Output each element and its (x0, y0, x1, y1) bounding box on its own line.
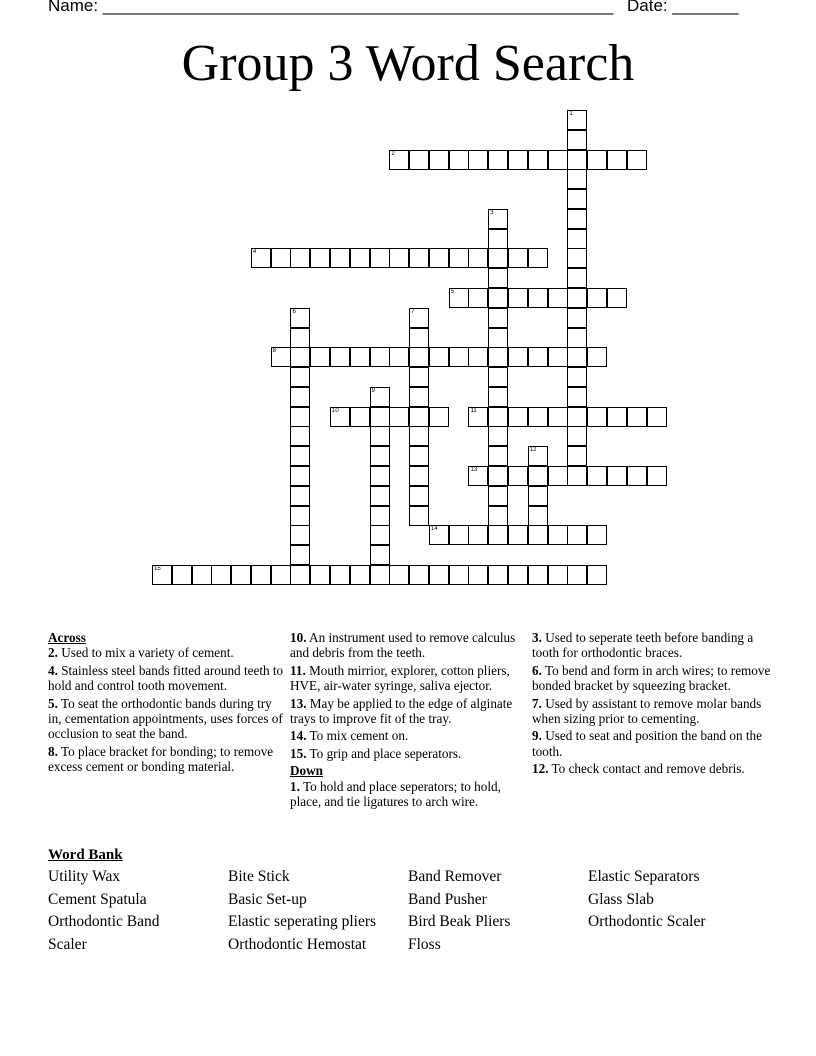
crossword-cell (587, 150, 607, 170)
crossword-cell (508, 407, 528, 427)
clue-item-number: 15. (290, 745, 307, 761)
crossword-cell (409, 387, 429, 407)
clue-item (290, 728, 526, 743)
crossword-cell (607, 150, 627, 170)
crossword-cell (290, 565, 310, 585)
clue-item-number: 11. (290, 662, 306, 678)
clue-item-text: Used to mix a variety of cement. (57, 645, 234, 661)
clue-number: 13 (470, 467, 478, 474)
page-title: Group 3 Word Search (181, 35, 635, 92)
crossword-cell (370, 446, 390, 466)
crossword-cell (271, 565, 291, 585)
word-bank-heading: Word Bank (48, 847, 123, 863)
crossword-cell (647, 466, 667, 486)
clue-item-number: 1. (290, 778, 300, 794)
crossword-cell (627, 150, 647, 170)
clue-column-2 (290, 630, 526, 811)
crossword-cell (290, 248, 310, 268)
clue-item-text: Used by assistant to remove molar bands when sizing prior to cementing. (532, 695, 762, 727)
clue-item (290, 696, 526, 727)
clue-item-number: 13. (290, 695, 307, 711)
crossword-cell (290, 387, 310, 407)
crossword-cell (548, 407, 568, 427)
crossword-cell (409, 466, 429, 486)
crossword-cell (567, 150, 587, 170)
clue-item-text: To bend and form in arch wires; to remove bonded bracket by squeezing bracket. (532, 662, 771, 694)
crossword-cell (290, 328, 310, 348)
crossword-cell (567, 189, 587, 209)
crossword-cell (567, 288, 587, 308)
clue-item (290, 746, 526, 761)
crossword-cell (409, 367, 429, 387)
crossword-cell (528, 565, 548, 585)
clue-item-text: To place bracket for bonding; to remove excess cement or bonding material. (48, 743, 274, 775)
crossword-cell (508, 150, 528, 170)
crossword-cell (330, 565, 350, 585)
clue-section-heading: Across (48, 630, 86, 645)
crossword-cell (567, 565, 587, 585)
word-bank-item: Cement Spatula (48, 890, 147, 908)
clue-item-number: 5. (48, 695, 58, 711)
crossword-cell (409, 150, 429, 170)
crossword-cell (587, 347, 607, 367)
crossword-cell (370, 545, 390, 565)
crossword-cell (468, 525, 488, 545)
crossword-cell (488, 268, 508, 288)
clue-item (532, 663, 772, 694)
crossword-cell (488, 565, 508, 585)
crossword-cell (409, 407, 429, 427)
clue-number: 5 (450, 289, 455, 296)
crossword-cell (488, 288, 508, 308)
crossword-cell (607, 466, 627, 486)
crossword-cell (409, 347, 429, 367)
crossword-cell (389, 347, 409, 367)
crossword-cell (350, 565, 370, 585)
crossword-cell (528, 466, 548, 486)
clue-item-text: To hold and place seperators; to hold, place, and tie ligatures to arch wire. (290, 778, 501, 810)
crossword-cell (508, 565, 528, 585)
crossword-cell (449, 565, 469, 585)
word-bank-item: Glass Slab (588, 890, 654, 908)
crossword-cell (567, 209, 587, 229)
crossword-cell (488, 367, 508, 387)
crossword-cell (370, 525, 390, 545)
crossword-cell (389, 407, 409, 427)
crossword-cell (488, 446, 508, 466)
crossword-cell (330, 248, 350, 268)
crossword-cell (567, 268, 587, 288)
crossword-cell (370, 506, 390, 526)
clue-item-number: 2. (48, 645, 58, 661)
crossword-cell (290, 466, 310, 486)
clue-item-number: 14. (290, 728, 307, 744)
clue-item-text: Mouth mirrior, explorer, cotton pliers, HVE, air-water syringe, saliva ejector. (290, 662, 510, 694)
crossword-cell (567, 446, 587, 466)
clue-item-number: 10. (290, 630, 307, 645)
crossword-cell (290, 545, 310, 565)
word-bank-item: Elastic Separators (588, 868, 700, 885)
crossword-cell (370, 248, 390, 268)
crossword-cell (548, 466, 568, 486)
crossword-cell (508, 347, 528, 367)
clue-number: 1 (569, 111, 573, 117)
word-bank-item: Bird Beak Pliers (408, 913, 511, 930)
clue-item (532, 696, 772, 727)
clue-item (532, 630, 772, 661)
crossword-cell (528, 150, 548, 170)
crossword-cell (567, 347, 587, 367)
crossword-cell (468, 150, 488, 170)
clue-item-number: 7. (532, 695, 542, 711)
crossword-cell (409, 426, 429, 446)
crossword-cell (508, 248, 528, 268)
crossword-cell (350, 248, 370, 268)
crossword-cell (567, 387, 587, 407)
crossword-cell (587, 466, 607, 486)
clue-section-heading: Down (290, 763, 323, 779)
crossword-cell (449, 347, 469, 367)
crossword-cell (409, 328, 429, 348)
crossword-cell (567, 525, 587, 545)
clue-number: 8 (272, 348, 277, 355)
crossword-cell (370, 466, 390, 486)
crossword-cell (488, 426, 508, 446)
word-bank-item: Elastic seperating pliers (228, 913, 377, 930)
word-bank-item: Orthodontic Hemostat (228, 935, 367, 953)
crossword-cell (488, 525, 508, 545)
clue-item-text: Stainless steel bands fitted around teeth to hold and control tooth movement. (48, 662, 284, 694)
crossword-cell (627, 407, 647, 427)
crossword-cell (429, 565, 449, 585)
word-bank-item: Band Remover (408, 868, 502, 885)
crossword-cell (409, 248, 429, 268)
crossword-cell (528, 248, 548, 268)
clue-item-number: 8. (48, 743, 58, 759)
crossword-cell (488, 248, 508, 268)
crossword-cell (488, 407, 508, 427)
crossword-cell (409, 486, 429, 506)
crossword-cell (488, 328, 508, 348)
clue-item (532, 728, 772, 759)
name-field-label: Name: ______________________________________________________ (48, 0, 614, 15)
clue-item (48, 645, 284, 660)
clue-item-text: To seat the orthodontic bands during try in, cementation appointments, uses forces of occlusion to seat the band. (48, 695, 283, 742)
crossword-cell (587, 525, 607, 545)
word-bank-item: Orthodontic Band (48, 913, 160, 930)
crossword-cell (370, 407, 390, 427)
clue-item-text: May be applied to the edge of alginate trays to improve fit of the tray. (290, 695, 513, 727)
clue-item-text: Used to seat and position the band on the tooth. (532, 728, 763, 759)
clue-item (290, 779, 526, 810)
clue-number: 9 (371, 387, 375, 394)
crossword-cell (488, 229, 508, 249)
crossword-cell (449, 525, 469, 545)
crossword-cell (567, 169, 587, 189)
crossword-cell (508, 288, 528, 308)
crossword-cell (449, 150, 469, 170)
crossword-cell (290, 506, 310, 526)
clue-item (532, 761, 772, 776)
crossword-cell (310, 347, 330, 367)
clue-item-text: Used to seperate teeth before banding a tooth for orthodontic braces. (532, 630, 754, 661)
crossword-cell (528, 486, 548, 506)
crossword-cell (567, 426, 587, 446)
crossword-cell (607, 288, 627, 308)
crossword-cell (172, 565, 192, 585)
clue-item (48, 744, 284, 775)
crossword-cell (587, 288, 607, 308)
crossword-cell (310, 565, 330, 585)
word-bank-item: Floss (408, 935, 441, 953)
clue-number: 14 (430, 526, 438, 533)
crossword-cell (488, 466, 508, 486)
crossword-cell (468, 288, 488, 308)
crossword-cell (488, 486, 508, 506)
crossword-cell (488, 308, 508, 328)
crossword-cell (211, 565, 231, 585)
date-field-label: Date: _______ (627, 0, 739, 15)
crossword-cell (528, 347, 548, 367)
crossword-cell (647, 407, 667, 427)
word-bank-item: Basic Set-up (228, 890, 307, 908)
clue-number: 7 (411, 308, 415, 315)
crossword-cell (567, 130, 587, 150)
clue-item (290, 630, 526, 661)
crossword-cell (488, 150, 508, 170)
crossword-cell (389, 565, 409, 585)
crossword-cell (290, 426, 310, 446)
word-bank-item: Orthodontic Scaler (588, 913, 706, 930)
crossword-cell (528, 407, 548, 427)
crossword-cell (567, 367, 587, 387)
clue-item (48, 696, 284, 742)
crossword-cell (251, 565, 271, 585)
clue-item-number: 12. (532, 761, 549, 777)
crossword-cell (409, 565, 429, 585)
clue-number: 12 (529, 447, 537, 454)
crossword-cell (627, 466, 647, 486)
crossword-cell (409, 506, 429, 526)
clue-number: 6 (292, 308, 296, 315)
crossword-cell (330, 347, 350, 367)
crossword-cell (567, 328, 587, 348)
crossword-cell (290, 486, 310, 506)
crossword-cell (488, 387, 508, 407)
crossword-cell (548, 288, 568, 308)
crossword-cell (488, 506, 508, 526)
crossword-cell (370, 486, 390, 506)
crossword-cell (528, 288, 548, 308)
crossword-cell (567, 229, 587, 249)
crossword-cell (567, 407, 587, 427)
crossword-cell (290, 446, 310, 466)
clue-number: 11 (470, 407, 477, 414)
crossword-cell (429, 248, 449, 268)
clue-column-1 (48, 630, 284, 777)
crossword-cell (429, 150, 449, 170)
crossword-cell (409, 446, 429, 466)
crossword-cell (528, 506, 548, 526)
word-bank-item: Utility Wax (48, 868, 121, 885)
crossword-cell (449, 248, 469, 268)
crossword-cell (429, 347, 449, 367)
clue-number: 2 (391, 150, 395, 157)
clue-item-number: 4. (48, 662, 58, 678)
crossword-cell (528, 525, 548, 545)
crossword-cell (567, 466, 587, 486)
crossword-cell (548, 150, 568, 170)
crossword-cell (488, 347, 508, 367)
clue-item-text: To check contact and remove debris. (548, 761, 745, 777)
crossword-cell (548, 525, 568, 545)
crossword-cell (290, 525, 310, 545)
crossword-cell (468, 565, 488, 585)
clue-item-number: 3. (532, 630, 542, 645)
crossword-cell (468, 248, 488, 268)
clue-number: 3 (490, 209, 494, 216)
crossword-cell (231, 565, 251, 585)
crossword-cell (370, 347, 390, 367)
clue-column-3 (532, 630, 772, 779)
clue-item-text: An instrument used to remove calculus and debris from the teeth. (290, 630, 516, 661)
clue-number: 10 (332, 407, 339, 414)
crossword-cell (508, 466, 528, 486)
crossword-cell (429, 407, 449, 427)
crossword-cell (389, 248, 409, 268)
crossword-cell (468, 347, 488, 367)
crossword-cell (607, 407, 627, 427)
crossword-cell (192, 565, 212, 585)
clue-item (290, 663, 526, 694)
crossword-cell (310, 248, 330, 268)
crossword-cell (290, 407, 310, 427)
crossword-cell (567, 248, 587, 268)
crossword-cell (548, 565, 568, 585)
crossword-cell (290, 367, 310, 387)
crossword-cell (587, 565, 607, 585)
crossword-cell (587, 407, 607, 427)
crossword-cell (567, 308, 587, 328)
clue-item (48, 663, 284, 694)
crossword-cell (370, 426, 390, 446)
word-bank-item: Bite Stick (228, 868, 290, 885)
clue-item-number: 6. (532, 662, 542, 678)
word-bank-item: Band Pusher (408, 890, 487, 908)
word-bank-item: Scaler (48, 935, 87, 953)
clue-item-number: 9. (532, 728, 542, 744)
crossword-cell (548, 347, 568, 367)
clue-number: 4 (252, 249, 257, 256)
crossword-cell (350, 407, 370, 427)
crossword-cell (290, 347, 310, 367)
clue-item-text: To mix cement on. (306, 728, 409, 744)
clue-item-text: To grip and place seperators. (306, 745, 462, 761)
crossword-cell (508, 525, 528, 545)
clue-number: 15 (154, 565, 161, 572)
crossword-cell (370, 565, 390, 585)
crossword-cell (271, 248, 291, 268)
crossword-cell (350, 347, 370, 367)
